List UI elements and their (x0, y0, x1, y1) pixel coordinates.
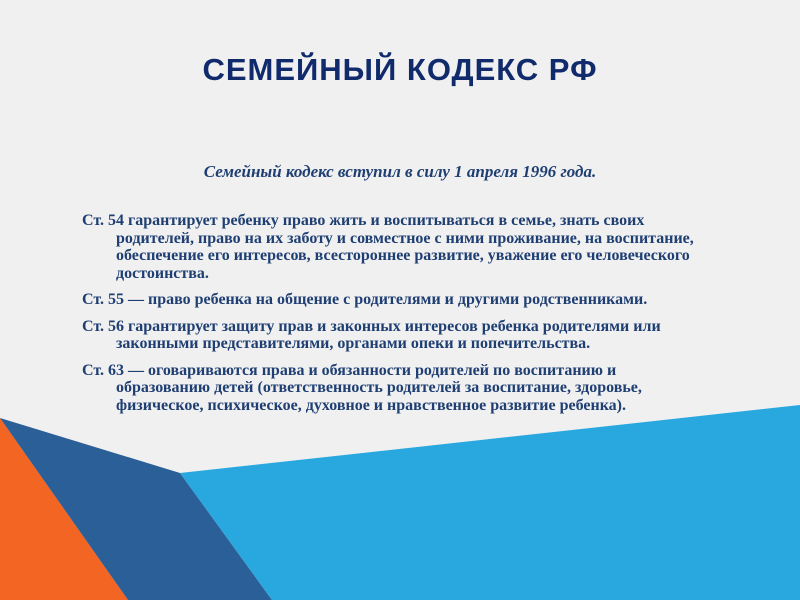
article-item: Ст. 55 — право ребенка на общение с родителями и другими родственниками. (82, 291, 648, 308)
article-item: Ст. 54 гарантирует ребенку право жить и воспитываться в семье, знать своих родителей, право на их заботу и совместное с ними проживание, на воспитание, обеспечение его интересов, всестороннее развитие, уважение его человеческого достоинства. (82, 212, 694, 282)
slide-subtitle: Семейный кодекс вступил в силу 1 апреля 1996 года. (203, 162, 597, 181)
blue-band-decoration (180, 405, 800, 600)
article-item: Ст. 63 — оговариваются права и обязанности родителей по воспитанию и образованию детей (ответственность родителей за воспитание, здоровье, физическое, психическое, духовное и нравственное развитие ребенка). (82, 361, 642, 414)
article-list (82, 212, 707, 423)
article-item: Ст. 56 гарантирует защиту прав и законных интересов ребенка родителями или законными представителями, органами опеки и попечительства. (82, 317, 661, 352)
slide-title: СЕМЕЙНЫЙ КОДЕКС РФ (202, 52, 598, 87)
